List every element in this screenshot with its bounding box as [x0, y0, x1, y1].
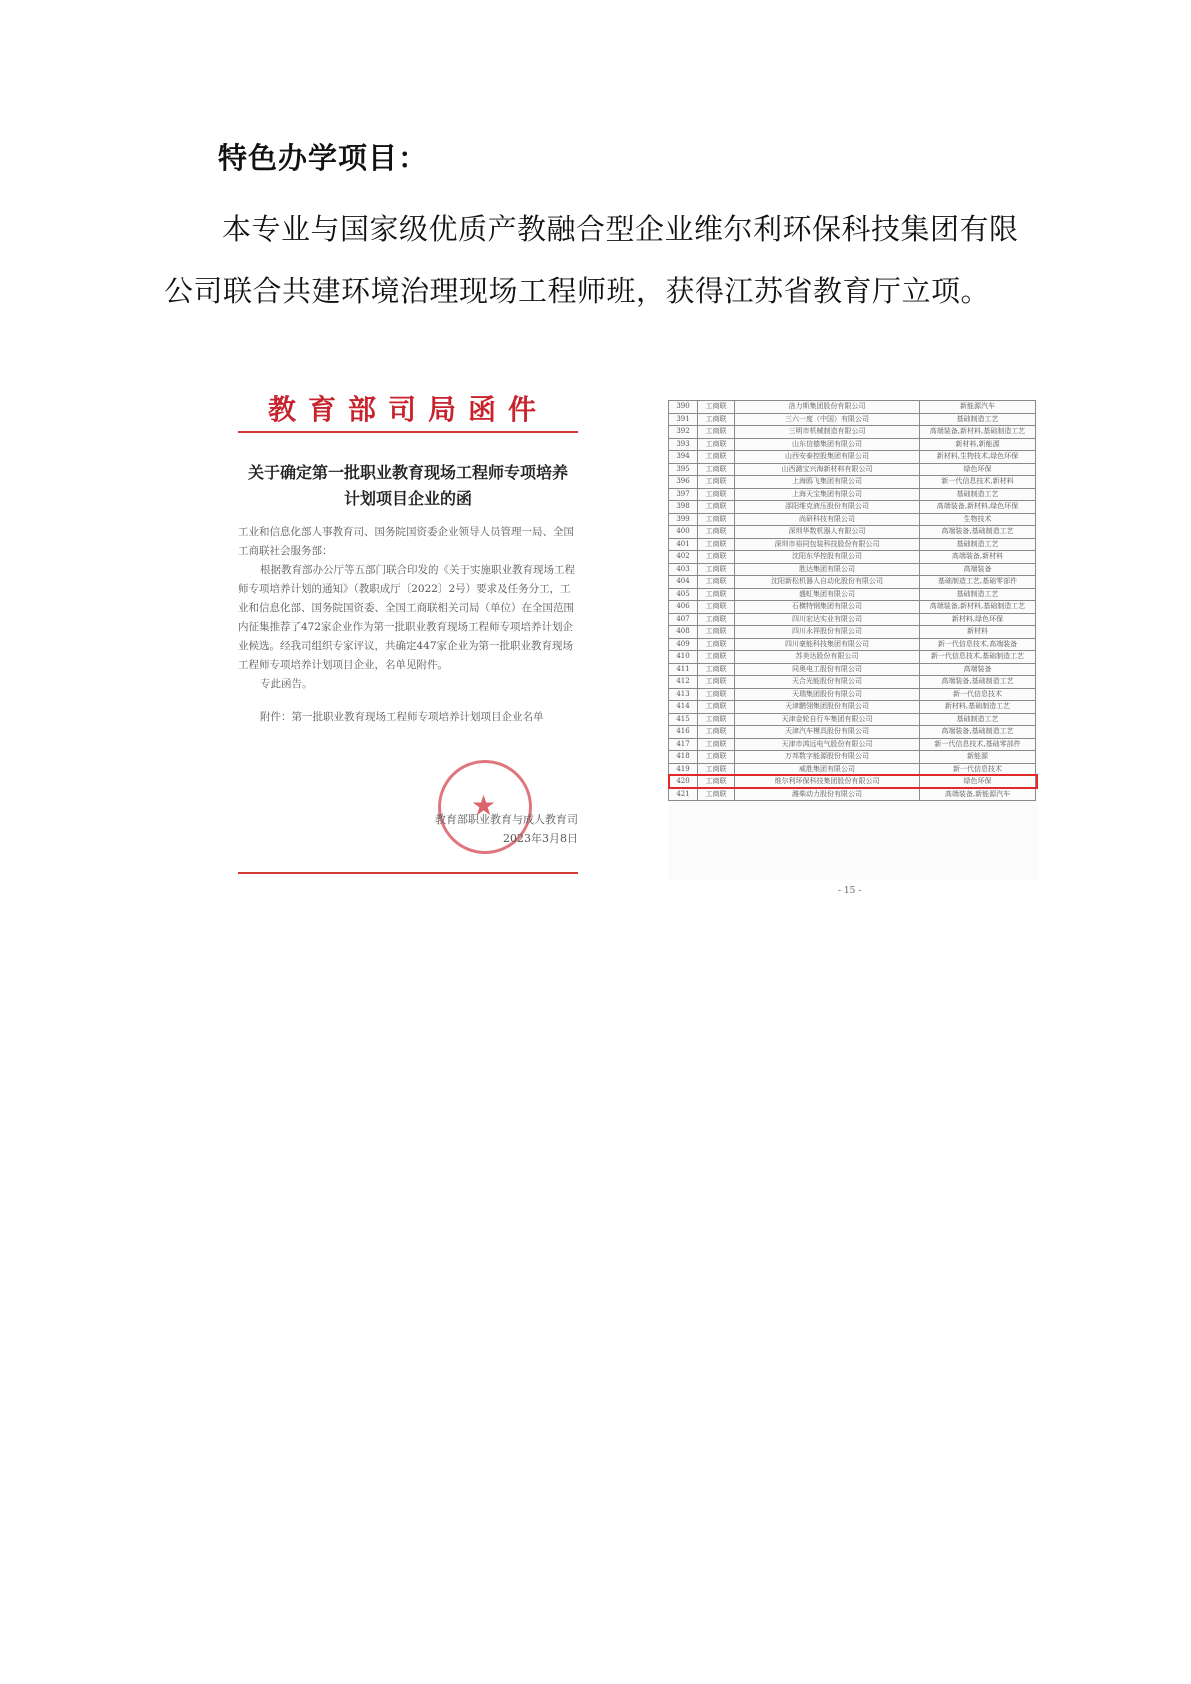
- letter-paragraph-2: [238, 675, 578, 694]
- table-cell-no: 413: [669, 688, 698, 701]
- table-cell-company: 盛虹集团有限公司: [735, 588, 920, 601]
- table-cell-company: 洛力斯集团股份有限公司: [735, 401, 920, 414]
- letter-paragraph-1-text: 根据教育部办公厅等五部门联合印发的《关于实施职业教育现场工程师专项培养计划的通知》（教职成厅〔2022〕2号）要求及任务分工，工业和信息化部、国务院国资委、全国工商联相关司局（单位）在全国范围内征集推荐了472家企业作为第一批职业教育现场工程师专项培养计划企业候选。经我司组织专家评议，共确定447家企业为第一批职业教育现场工程师专项培养计划项目企业，名单见附件。: [238, 564, 575, 671]
- table-cell-type: 工商联: [698, 763, 735, 776]
- letter-signature: 教育部职业教育与成人教育司: [435, 813, 578, 826]
- table-cell-field: 高端装备,新材料: [920, 551, 1036, 564]
- page-number: - 15 -: [838, 886, 862, 896]
- table-cell-no: 412: [669, 676, 698, 689]
- table-cell-type: 工商联: [698, 601, 735, 614]
- table-row: [669, 551, 1036, 564]
- letter-top-rule: [238, 431, 578, 433]
- table-cell-company: 石横特钢集团有限公司: [735, 601, 920, 614]
- table-cell-company: 同奥电工股份有限公司: [735, 663, 920, 676]
- highlight-box: [668, 774, 1038, 789]
- table-cell-type: 工商联: [698, 413, 735, 426]
- table-cell-type: 工商联: [698, 663, 735, 676]
- table-cell-no: 394: [669, 451, 698, 464]
- table-row: [669, 538, 1036, 551]
- table-cell-type: 工商联: [698, 638, 735, 651]
- table-cell-type: 工商联: [698, 463, 735, 476]
- table-row: [669, 638, 1036, 651]
- table-cell-type: 工商联: [698, 551, 735, 564]
- letter-header: 教育部司局函件: [267, 393, 548, 426]
- table-cell-no: 406: [669, 601, 698, 614]
- table-cell-company: 三六一度（中国）有限公司: [735, 413, 920, 426]
- table-row: [669, 426, 1036, 439]
- table-cell-no: 404: [669, 576, 698, 589]
- table-cell-company: 维尔利环保科技集团股份有限公司: [735, 776, 920, 789]
- table-cell-type: 工商联: [698, 451, 735, 464]
- table-cell-field: 新一代信息技术,新材料: [920, 476, 1036, 489]
- table-cell-company: 潍柴动力股份有限公司: [735, 788, 920, 801]
- table-cell-type: 工商联: [698, 788, 735, 801]
- table-cell-company: 沈阳东华控股有限公司: [735, 551, 920, 564]
- table-cell-field: 高端装备,基础制造工艺: [920, 526, 1036, 539]
- table-row: [669, 601, 1036, 614]
- table-cell-company: 天合光能股份有限公司: [735, 676, 920, 689]
- table-cell-company: 天津鹏翎集团股份有限公司: [735, 701, 920, 714]
- table-cell-field: 高端装备: [920, 563, 1036, 576]
- table-row: [669, 726, 1036, 739]
- table-row: [669, 463, 1036, 476]
- table-row: [669, 713, 1036, 726]
- intro-paragraph: [164, 198, 1044, 322]
- table-row: [669, 788, 1036, 801]
- table-cell-field: 新一代信息技术,基础制造工艺: [920, 651, 1036, 664]
- table-cell-field: 基础制造工艺,基础零部件: [920, 576, 1036, 589]
- table-cell-no: 415: [669, 713, 698, 726]
- table-row: [669, 513, 1036, 526]
- letter-paragraph-2-text: 专此函告。: [260, 678, 313, 690]
- table-cell-type: 工商联: [698, 576, 735, 589]
- table-cell-company: 天津市鸿远电气股份有限公司: [735, 738, 920, 751]
- letter-attachment-text: 附件：第一批职业教育现场工程师专项培养计划项目企业名单: [260, 711, 544, 723]
- table-cell-company: 四川永祥股份有限公司: [735, 626, 920, 639]
- table-cell-no: 407: [669, 613, 698, 626]
- table-cell-no: 418: [669, 751, 698, 764]
- table-cell-company: 天津汽车模具股份有限公司: [735, 726, 920, 739]
- table-cell-no: 403: [669, 563, 698, 576]
- table-cell-field: 高端装备,新能源汽车: [920, 788, 1036, 801]
- table-cell-company: 山西潞宝兴海新材料有限公司: [735, 463, 920, 476]
- table-cell-field: 新能源汽车: [920, 401, 1036, 414]
- table-row: [669, 488, 1036, 501]
- table-cell-field: 基础制造工艺: [920, 488, 1036, 501]
- table-cell-field: 基础制造工艺: [920, 413, 1036, 426]
- table-cell-type: 工商联: [698, 476, 735, 489]
- table-row: [669, 651, 1036, 664]
- letter-body: [238, 523, 578, 727]
- table-row: [669, 738, 1036, 751]
- table-cell-type: 工商联: [698, 688, 735, 701]
- table-cell-company: 山西安泰控股集团有限公司: [735, 451, 920, 464]
- table-row: [669, 588, 1036, 601]
- table-cell-company: 天津金轮自行车集团有限公司: [735, 713, 920, 726]
- table-cell-field: 高端装备,基础制造工艺: [920, 726, 1036, 739]
- table-cell-no: 420: [669, 776, 698, 789]
- table-cell-type: 工商联: [698, 538, 735, 551]
- table-cell-company: 万邦数字能源股份有限公司: [735, 751, 920, 764]
- enterprise-table: [668, 400, 1036, 801]
- table-cell-type: 工商联: [698, 626, 735, 639]
- table-cell-no: 411: [669, 663, 698, 676]
- table-row: [669, 476, 1036, 489]
- table-cell-no: 419: [669, 763, 698, 776]
- table-cell-no: 397: [669, 488, 698, 501]
- enterprise-list-scan: [668, 400, 1038, 880]
- table-cell-type: 工商联: [698, 401, 735, 414]
- table-cell-no: 410: [669, 651, 698, 664]
- table-cell-company: 胜达集团有限公司: [735, 563, 920, 576]
- table-cell-field: 绿色环保: [920, 776, 1036, 789]
- table-cell-company: 威胜集团有限公司: [735, 763, 920, 776]
- table-cell-no: 396: [669, 476, 698, 489]
- table-cell-no: 421: [669, 788, 698, 801]
- table-cell-type: 工商联: [698, 426, 735, 439]
- table-cell-company: 沈阳新松机器人自动化股份有限公司: [735, 576, 920, 589]
- table-row: [669, 401, 1036, 414]
- table-cell-type: 工商联: [698, 526, 735, 539]
- table-cell-no: 395: [669, 463, 698, 476]
- table-cell-type: 工商联: [698, 563, 735, 576]
- table-cell-field: 高端装备,新材料,基础制造工艺: [920, 601, 1036, 614]
- intro-paragraph-text: 本专业与国家级优质产教融合型企业维尔利环保科技集团有限公司联合共建环境治理现场工程师班，获得江苏省教育厅立项。: [164, 212, 1019, 308]
- table-cell-company: 四川豪能科技集团有限公司: [735, 638, 920, 651]
- table-cell-type: 工商联: [698, 613, 735, 626]
- table-row: [669, 451, 1036, 464]
- table-cell-company: 上海天宝集团有限公司: [735, 488, 920, 501]
- table-cell-type: 工商联: [698, 738, 735, 751]
- letter-title: [238, 460, 578, 512]
- table-cell-company: 邵阳维克液压股份有限公司: [735, 501, 920, 514]
- table-cell-type: 工商联: [698, 588, 735, 601]
- table-row: [669, 563, 1036, 576]
- table-cell-company: 天瑞集团股份有限公司: [735, 688, 920, 701]
- table-row: [669, 676, 1036, 689]
- table-row: [669, 438, 1036, 451]
- table-row: [669, 663, 1036, 676]
- table-cell-type: 工商联: [698, 751, 735, 764]
- table-cell-field: 新材料,绿色环保: [920, 613, 1036, 626]
- table-cell-no: 401: [669, 538, 698, 551]
- table-cell-no: 405: [669, 588, 698, 601]
- table-cell-no: 417: [669, 738, 698, 751]
- table-cell-no: 398: [669, 501, 698, 514]
- table-row: [669, 501, 1036, 514]
- table-row: [669, 751, 1036, 764]
- table-cell-field: 新材料: [920, 626, 1036, 639]
- table-row: [669, 526, 1036, 539]
- table-cell-company: 深圳华数机器人有限公司: [735, 526, 920, 539]
- table-cell-type: 工商联: [698, 776, 735, 789]
- table-cell-field: 新材料,基础制造工艺: [920, 701, 1036, 714]
- table-cell-type: 工商联: [698, 726, 735, 739]
- letter-title-line2: 计划项目企业的函: [343, 489, 472, 508]
- table-cell-field: 高端装备,新材料,基础制造工艺: [920, 426, 1036, 439]
- table-cell-no: 408: [669, 626, 698, 639]
- table-cell-field: 新一代信息技术: [920, 763, 1036, 776]
- section-heading: 特色办学项目：: [218, 141, 429, 175]
- table-cell-no: 414: [669, 701, 698, 714]
- table-cell-no: 416: [669, 726, 698, 739]
- table-cell-field: 新一代信息技术,基础零部件: [920, 738, 1036, 751]
- letter-date: 2023年3月8日: [503, 832, 578, 845]
- table-cell-type: 工商联: [698, 513, 735, 526]
- table-cell-type: 工商联: [698, 676, 735, 689]
- letter-attachment: [238, 708, 578, 727]
- table-cell-no: 399: [669, 513, 698, 526]
- table-cell-no: 409: [669, 638, 698, 651]
- table-row: [669, 701, 1036, 714]
- table-cell-field: 新材料,生物技术,绿色环保: [920, 451, 1036, 464]
- table-cell-company: 深圳市裕同包装科技股份有限公司: [735, 538, 920, 551]
- letter-bottom-rule: [238, 872, 578, 874]
- table-cell-type: 工商联: [698, 501, 735, 514]
- table-cell-company: 苏美达股份有限公司: [735, 651, 920, 664]
- table-cell-company: 三明市机械制造有限公司: [735, 426, 920, 439]
- table-cell-type: 工商联: [698, 488, 735, 501]
- table-cell-type: 工商联: [698, 701, 735, 714]
- table-cell-company: 四川宏达实业有限公司: [735, 613, 920, 626]
- letter-salutation: 工业和信息化部人事教育司、国务院国资委企业领导人员管理一局、全国工商联社会服务部：: [238, 526, 574, 557]
- table-row: [669, 688, 1036, 701]
- table-cell-field: 高端装备,基础制造工艺: [920, 676, 1036, 689]
- letter-signature-block: [418, 810, 578, 848]
- table-row: [669, 413, 1036, 426]
- table-cell-field: 基础制造工艺: [920, 588, 1036, 601]
- letter-paragraph-1: [238, 561, 578, 675]
- table-cell-field: 新能源: [920, 751, 1036, 764]
- ministry-letter-scan: [238, 378, 578, 878]
- table-cell-field: 基础制造工艺: [920, 713, 1036, 726]
- table-cell-company: 尚研科技有限公司: [735, 513, 920, 526]
- table-row: [669, 576, 1036, 589]
- table-cell-no: 390: [669, 401, 698, 414]
- table-cell-company: 上海鸥飞集团有限公司: [735, 476, 920, 489]
- table-cell-field: 基础制造工艺: [920, 538, 1036, 551]
- letter-title-line1: 关于确定第一批职业教育现场工程师专项培养: [247, 463, 568, 482]
- table-cell-type: 工商联: [698, 651, 735, 664]
- table-cell-field: 绿色环保: [920, 463, 1036, 476]
- table-cell-no: 392: [669, 426, 698, 439]
- table-cell-type: 工商联: [698, 713, 735, 726]
- table-cell-no: 391: [669, 413, 698, 426]
- table-row: [669, 626, 1036, 639]
- table-cell-no: 402: [669, 551, 698, 564]
- table-cell-field: 新材料,新能源: [920, 438, 1036, 451]
- table-cell-type: 工商联: [698, 438, 735, 451]
- table-cell-field: 高端装备,新材料,绿色环保: [920, 501, 1036, 514]
- table-cell-field: 生物技术: [920, 513, 1036, 526]
- table-cell-field: 新一代信息技术: [920, 688, 1036, 701]
- table-cell-company: 山东信德集团有限公司: [735, 438, 920, 451]
- table-cell-no: 393: [669, 438, 698, 451]
- table-cell-field: 新一代信息技术,高端装备: [920, 638, 1036, 651]
- official-seal-icon: ★: [438, 760, 532, 854]
- table-cell-no: 400: [669, 526, 698, 539]
- table-row: [669, 613, 1036, 626]
- table-cell-field: 高端装备: [920, 663, 1036, 676]
